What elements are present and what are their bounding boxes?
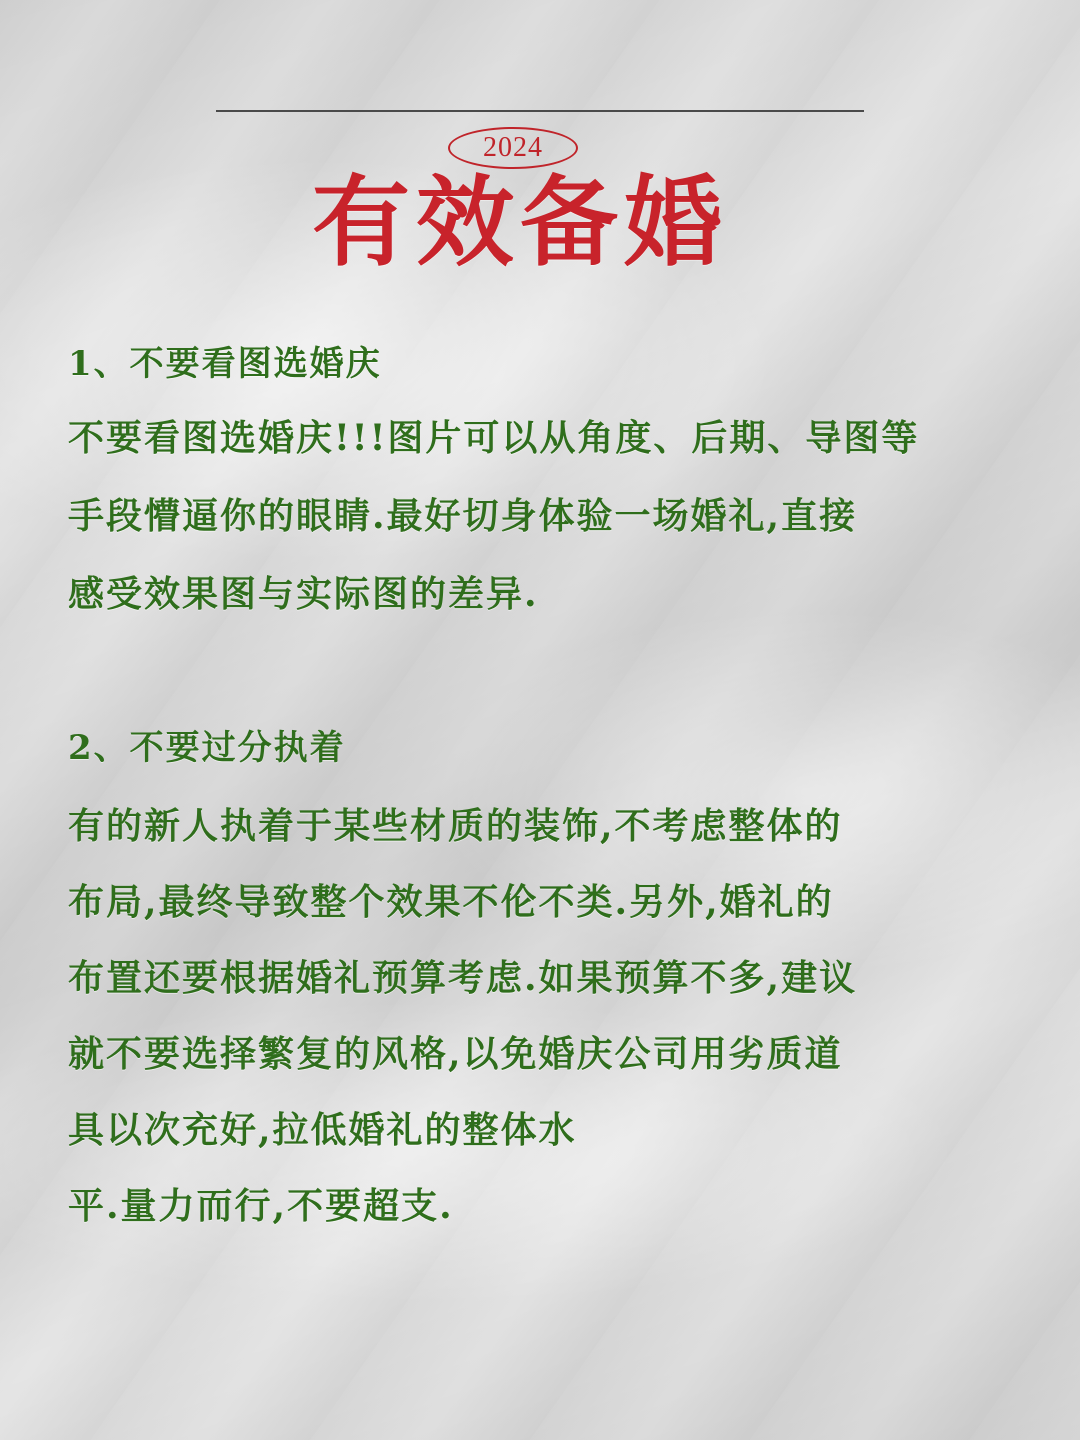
top-divider <box>216 110 864 112</box>
section-2-line-1: 有的新人执着于某些材质的装饰,不考虑整体的 <box>68 805 843 847</box>
page-title: 有效备婚 <box>311 165 728 280</box>
section-2-line-2: 布局,最终导致整个效果不伦不类.另外,婚礼的 <box>68 881 834 923</box>
section-1-line-2: 手段懵逼你的眼睛.最好切身体验一场婚礼,直接 <box>68 495 858 537</box>
section-2-line-4: 就不要选择繁复的风格,以免婚庆公司用劣质道 <box>68 1033 843 1075</box>
year-badge: 2024 <box>448 127 578 169</box>
section-2-line-5: 具以次充好,拉低婚礼的整体水 <box>68 1109 577 1151</box>
section-2-line-3: 布置还要根据婚礼预算考虑.如果预算不多,建议 <box>68 957 858 999</box>
section-2-line-6: 平.量力而行,不要超支. <box>68 1185 454 1227</box>
section-2-heading: 2、不要过分执着 <box>68 728 346 768</box>
section-1-heading: 1、不要看图选婚庆 <box>68 344 382 384</box>
section-1-line-1: 不要看图选婚庆!!!图片可以从角度、后期、导图等 <box>68 417 920 459</box>
section-1-line-3: 感受效果图与实际图的差异. <box>68 573 539 615</box>
